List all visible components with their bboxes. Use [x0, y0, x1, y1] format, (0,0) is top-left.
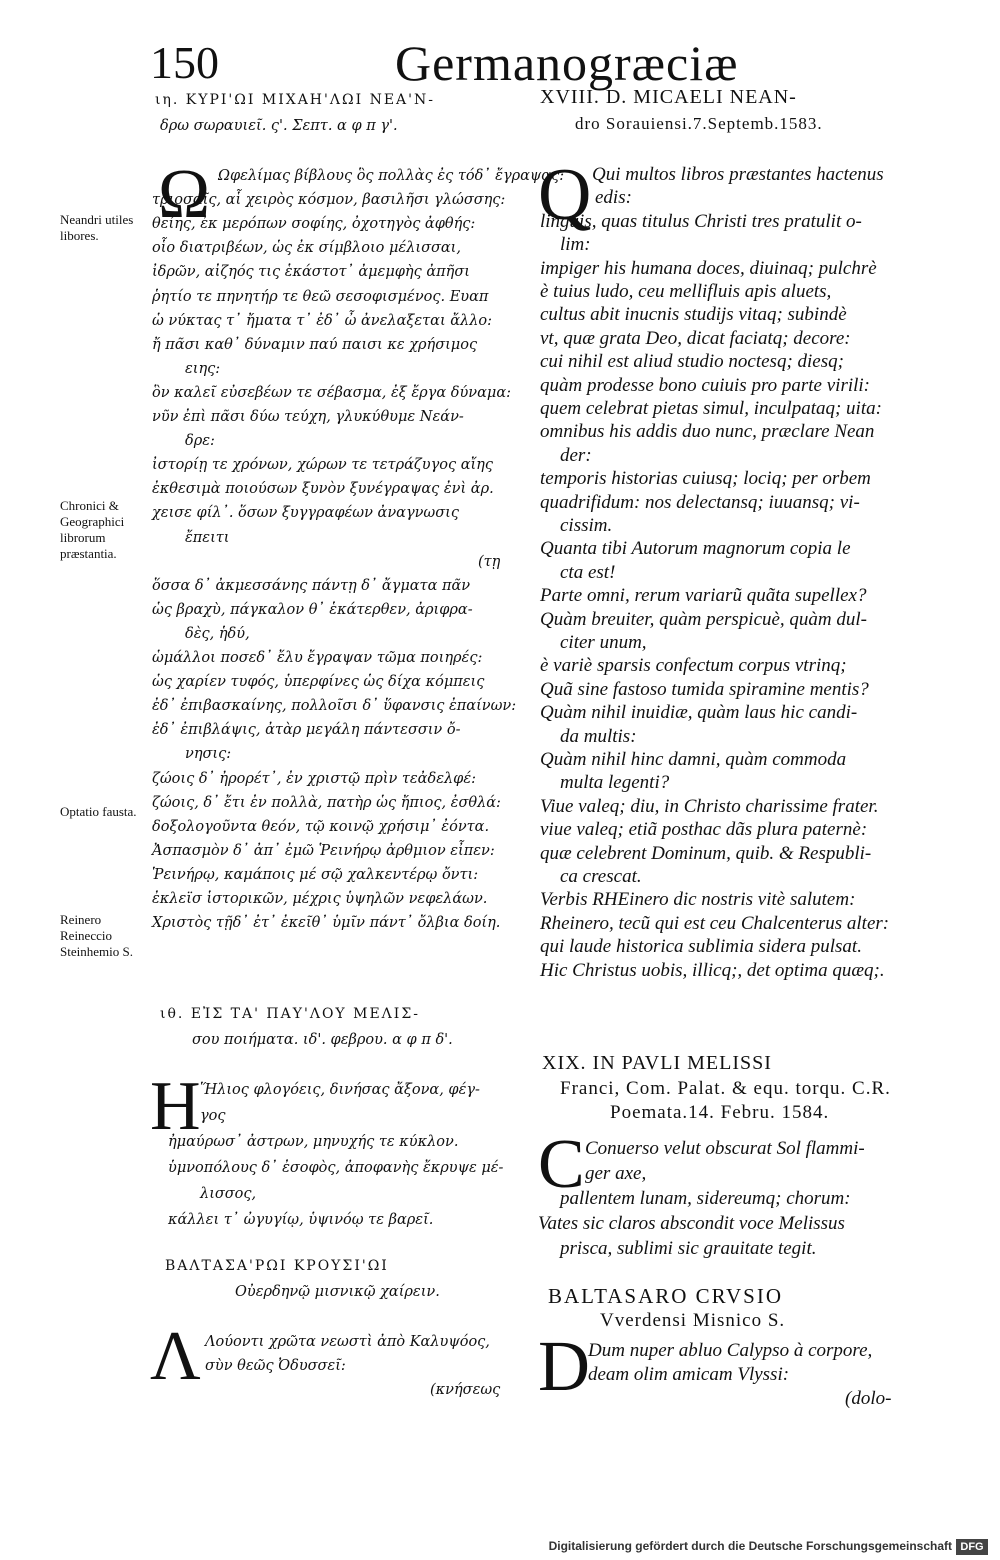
- right-poem-1-line: quadrifidum: nos delectansq; iuuansq; vi-: [540, 491, 860, 513]
- left-poem-2-line: κάλλει τ᾽ ὠγυγίῳ, ὑψινόῳ τε βαρεῖ.: [168, 1212, 434, 1228]
- drop-cap-d: D: [538, 1326, 590, 1406]
- left-poem-1-line: ἐδ᾽ ἐπιβασκαίνης, πολλοῖσι δ᾽ ὕφανσις ἐπαίνων:: [152, 698, 517, 715]
- right-poem-3-line: Dum nuper abluo Calypso à corpore,: [588, 1340, 873, 1361]
- left-heading-2-line1: ιθ. ΕἸΣ ΤΑ' ΠΑΥ'ΛΟΥ ΜΕΛΙΣ-: [160, 1006, 420, 1022]
- right-poem-1-line: omnibus his addis duo nunc, præclare Nean: [540, 421, 875, 443]
- right-heading-1-line2: dro Sorauiensi.7.Septemb.1583.: [575, 114, 823, 133]
- right-heading-2-line2: Franci, Com. Palat. & equ. torqu. C.R.: [560, 1078, 891, 1099]
- right-heading-3-line2: Vverdensi Misnico S.: [600, 1310, 786, 1331]
- left-poem-1-line: νησις:: [185, 746, 232, 763]
- left-poem-1-line: ἤ πᾶσι καθ᾽ δύναμιν παύ παισι κε χρήσιμος: [152, 336, 478, 353]
- left-poem-2-line: ἠμαύρωσ᾽ ἀστρων, μηνυχής τε κύκλον.: [168, 1134, 459, 1150]
- footer-bar: [0, 1530, 1000, 1560]
- left-poem-1-line: ὡς βραχὺ, πάγκαλον θ᾽ ἑκάτερθεν, ἀριφρα-: [152, 601, 473, 618]
- left-poem-2-line: ὑμνοπόλους δ᾽ ἐσοφὸς, ἀποφανὴς ἔκρυψε μέ-: [168, 1160, 504, 1176]
- right-poem-2-line: ger axe,: [585, 1163, 647, 1184]
- right-poem-1-line: è tuius ludo, ceu mellifluis apis aluets,: [540, 281, 832, 302]
- left-poem-2-line: λισσος,: [200, 1186, 257, 1202]
- left-poem-1-line: ὅσσα δ᾽ ἀκμεσσάνης πάντῃ δ᾽ ἄγματα πᾶν: [152, 577, 471, 594]
- left-poem-1-line: ειης:: [185, 360, 221, 377]
- right-poem-1-line: quæ celebrent Dominum, quib. & Respubli-: [540, 842, 872, 864]
- right-poem-1-line: quàm prodesse bono cuiuis pro parte virili:: [540, 374, 871, 396]
- drop-cap-lambda: Λ: [150, 1318, 201, 1395]
- running-title: Germanogræciæ: [395, 35, 739, 91]
- left-poem-1-line: ῥητίο τε πηνητήρ τε θεῶ σεσοφισμένος. Ευαπ: [152, 288, 489, 305]
- drop-cap-q: Q: [538, 154, 592, 236]
- right-heading-2-line1: XIX. IN PAVLI MELISSI: [542, 1052, 772, 1074]
- left-poem-1-line: δὲς, ἡδύ,: [185, 625, 250, 642]
- left-poem-1-line: ὡμάλλοι ποσεδ᾽ ἔλυ ἔγραψαν τῶμα ποιηρές:: [152, 650, 483, 666]
- right-poem-1-line: Quanta tibi Autorum magnorum copia le: [540, 538, 851, 560]
- left-poem-1-line: οἷο διατριβέων, ὡς ἐκ σίμβλοιο μέλισσαι,: [152, 240, 461, 257]
- left-poem-1-line: νῦν ἐπὶ πᾶσι δύω τεύχη, γλυκύθυμε Νεάν-: [152, 409, 464, 425]
- right-poem-1-line: vt, quæ grata Deo, dicat faciatq; decore:: [540, 327, 851, 349]
- left-poem-1-line: ὡ νύκτας τ᾽ ἤματα τ᾽ ἐδ᾽ ὦ ἀνελαξεται ἄλλο:: [152, 312, 493, 329]
- right-poem-1-line: impiger his humana doces, diuinaq; pulchrè: [540, 257, 877, 279]
- left-poem-1-line: ζώοις, δ᾽ ἔτι ἐν πολλὰ, πατὴρ ὡς ἤπιος, ἐσθλά:: [152, 794, 501, 811]
- left-poem-2-line: Ἥλιος φλογόεις, δινήσας ἄξονα, φέγ-: [200, 1082, 480, 1098]
- right-poem-1-line: cissim.: [560, 515, 613, 536]
- right-poem-3-line: deam olim amicam Vlyssi:: [588, 1364, 790, 1385]
- right-poem-1-line: der:: [560, 444, 592, 466]
- left-heading-1-line1: ιη. ΚΥΡΙ'ΩΙ ΜΙΧΑΗ'ΛΩΙ ΝΕΑ'Ν-: [155, 92, 435, 108]
- left-heading-3-line2: Οὐερδηνῷ μισνικῷ χαίρειν.: [235, 1284, 440, 1300]
- right-poem-1-line: Viue valeq; diu, in Christo charissime frater.: [540, 795, 879, 817]
- left-heading-3-line1: ΒΑΛΤΑΣΑ'ΡΩΙ ΚΡΟΥΣΙ'ΩΙ: [165, 1258, 389, 1274]
- right-heading-1-line1: XVIII. D. MICAELI NEAN-: [540, 86, 797, 108]
- page-number: 150: [150, 37, 219, 88]
- left-poem-3-line: (κνήσεως: [430, 1382, 501, 1398]
- left-poem-2-line: γος: [200, 1108, 226, 1124]
- left-poem-1-line: δοξολογοῦντα θεόν, τῷ κοινῷ χρήσιμ᾽ ἐόντα.: [152, 818, 490, 835]
- right-poem-1-line: Quã sine fastoso tumida spiramine mentis?: [540, 678, 869, 700]
- right-poem-1-line: linguis, quas titulus Christi tres pratulit o-: [540, 210, 862, 232]
- right-poem-1-line: multa legenti?: [560, 772, 670, 794]
- right-poem-1-line: cultus abit inucnis studijs vitaq; subindè: [540, 304, 847, 326]
- right-poem-1-line: Rheinero, tecũ qui est ceu Chalcenterus alter:: [540, 912, 890, 934]
- right-heading-2-line3: Poemata.14. Febru. 1584.: [610, 1102, 830, 1123]
- margin-note-optatio: Optatio fausta.: [60, 804, 137, 819]
- right-poem-2-line: Vates sic claros abscondit voce Melissus: [538, 1213, 845, 1234]
- right-poem-2-line: prisca, sublimi sic grauitate tegit.: [560, 1238, 817, 1259]
- left-poem-1-line: Ἀσπασμὸν δ᾽ ἀπ᾽ ἐμῶ Ῥεινήρῳ ἀρθμιον εἶπεν:: [152, 842, 495, 859]
- left-poem-1-line: Χριστὸς τῇδ᾽ ἐτ᾽ ἐκεῖθ᾽ ὑμῖν πάντ᾽ ὄλβια δοίη.: [152, 915, 501, 932]
- left-poem-1-line: ἐκλεϊσ ἱστορικῶν, μέχρις ὑψηλῶν νεφελάων.: [152, 891, 488, 907]
- dfg-logo: DFG: [956, 1539, 988, 1555]
- right-poem-1-line: quem celebrat pietas simul, inculpataq; uita:: [540, 398, 882, 419]
- right-poem-2-line: Conuerso velut obscurat Sol flammi-: [585, 1138, 865, 1159]
- right-poem-3-line: (dolo-: [845, 1388, 892, 1409]
- right-poem-2-line: pallentem lunam, sidereumq; chorum:: [560, 1188, 851, 1209]
- right-poem-1-line: citer unum,: [560, 632, 647, 653]
- left-heading-1-line2: δρω σωραυιεῖ. ς'. Σεπτ. α φ π γ'.: [160, 118, 398, 134]
- right-poem-1-line: da multis:: [560, 725, 637, 747]
- right-heading-3-line1: BALTASARO CRVSIO: [548, 1284, 783, 1308]
- left-poem-1-line: ὃν καλεῖ εὐσεβέων τε σέβασμα, ἐξ ἔργα δύναμα:: [152, 384, 512, 401]
- left-poem-1-line: (τῃ: [478, 553, 501, 570]
- right-poem-1-line: cui nihil est aliud studio noctesq; diesq;: [540, 351, 844, 373]
- left-poem-1-line: ἐκθεσιμὰ ποιούσων ξυνὸν ξυνέγραψας ἐνὶ ἀρ.: [152, 481, 494, 498]
- left-poem-1-line: ἰστορίῃ τε χρόνων, χώρων τε τετράζυγος αἴης: [152, 457, 493, 474]
- left-poem-1-line: ἰδρῶν, αἰζηός τις ἑκάστοτ᾽ ἀμεμφὴς ἀπῆσι: [152, 264, 470, 281]
- left-poem-1-line: ὡς χαρίεν τυφός, ὑπερφίνες ὡς δίχα κόμπεις: [152, 674, 485, 691]
- left-poem-1-line: ζώοις δ᾽ ἠρορέτ᾽, ἐν χριστῷ πρὶν τεἀδελφέ:: [152, 770, 476, 787]
- left-poem-1-line: δρε:: [185, 433, 215, 450]
- right-poem-1-line: edis:: [595, 187, 632, 209]
- right-poem-1-line: viue valeq; etiã posthac dãs plura paternè:: [540, 819, 868, 841]
- left-poem-1-line: θείης, ἐκ μερόπων σοφίης, ὀχοτηγὸς ἀφθής:: [152, 216, 476, 233]
- right-poem-1-line: Parte omni, rerum variarũ quãta supellex?: [540, 585, 867, 607]
- margin-note-neandri: Neandri utiles libores.: [60, 212, 134, 243]
- left-poem-1-line: Ῥεινήρῳ, καμάποις μέ σῷ χαλκεντέρῳ ὄντι:: [152, 866, 479, 883]
- right-poem-1-line: Hic Christus uobis, illicq;, det optima quæq;.: [540, 959, 885, 981]
- drop-cap-c: C: [538, 1126, 585, 1203]
- right-poem-1-line: Qui multos libros præstantes hactenus: [592, 164, 884, 185]
- left-heading-2-line2: σου ποιήματα. ιδ'. φεβρου. α φ π δ'.: [192, 1032, 453, 1048]
- right-poem-1-line: cta est!: [560, 561, 616, 583]
- funding-credit: Digitalisierung gefördert durch die Deutsche Forschungsgemeinschaft: [548, 1539, 952, 1553]
- right-poem-1-line: qui laude historica sublimia sidera pulsat.: [540, 936, 862, 958]
- drop-cap-eta: Η: [150, 1068, 201, 1145]
- right-poem-1-line: ca crescat.: [560, 866, 642, 887]
- left-poem-1-line: Ωφελίμας βίβλους ὃς πολλὰς ἐς τόδ᾽ ἔγραψας:: [218, 168, 565, 184]
- margin-note-reinero: Reinero Reineccio Steinhemio S.: [60, 912, 133, 959]
- left-poem-1-line: τριοσαῖς, αἷ χειρὸς κόσμον, βασιλῆσι γλώσσης:: [152, 192, 506, 209]
- left-poem-3-line: Λούοντι χρῶτα νεωστὶ ἀπὸ Καλυψόος,: [205, 1334, 490, 1350]
- right-poem-1-line: è variè sparsis confectum corpus vtrinq;: [540, 655, 847, 677]
- right-poem-1-line: Quàm breuiter, quàm perspicuè, quàm dul-: [540, 608, 868, 630]
- left-poem-3-line: σὺν θεῶς Ὀδυσσεῖ:: [205, 1358, 346, 1374]
- right-poem-1-line: lim:: [560, 234, 591, 256]
- drop-cap-omega: Ω: [158, 156, 211, 233]
- right-poem-1-line: Verbis RHEinero dic nostris vitè salutem:: [540, 889, 856, 911]
- left-poem-1-line: χεισε φίλ᾽. ὅσων ξυγγραφέων ἀναγνωσις: [152, 505, 459, 522]
- right-poem-1-line: Quàm nihil hinc damni, quàm commoda: [540, 749, 847, 770]
- margin-note-chronici: Chronici & Geographici librorum præstantia.: [60, 498, 125, 561]
- right-poem-1-line: Quàm nihil inuidiæ, quàm laus hic candi-: [540, 702, 858, 724]
- left-poem-1-line: ἐδ᾽ ἐπιβλάψις, ἀτὰρ μεγάλη πάντεσσιν ὄ-: [152, 722, 461, 739]
- left-poem-1-line: ἔπειτι: [185, 529, 230, 546]
- right-poem-1-line: temporis historias cuiusq; lociq; per orbem: [540, 468, 871, 490]
